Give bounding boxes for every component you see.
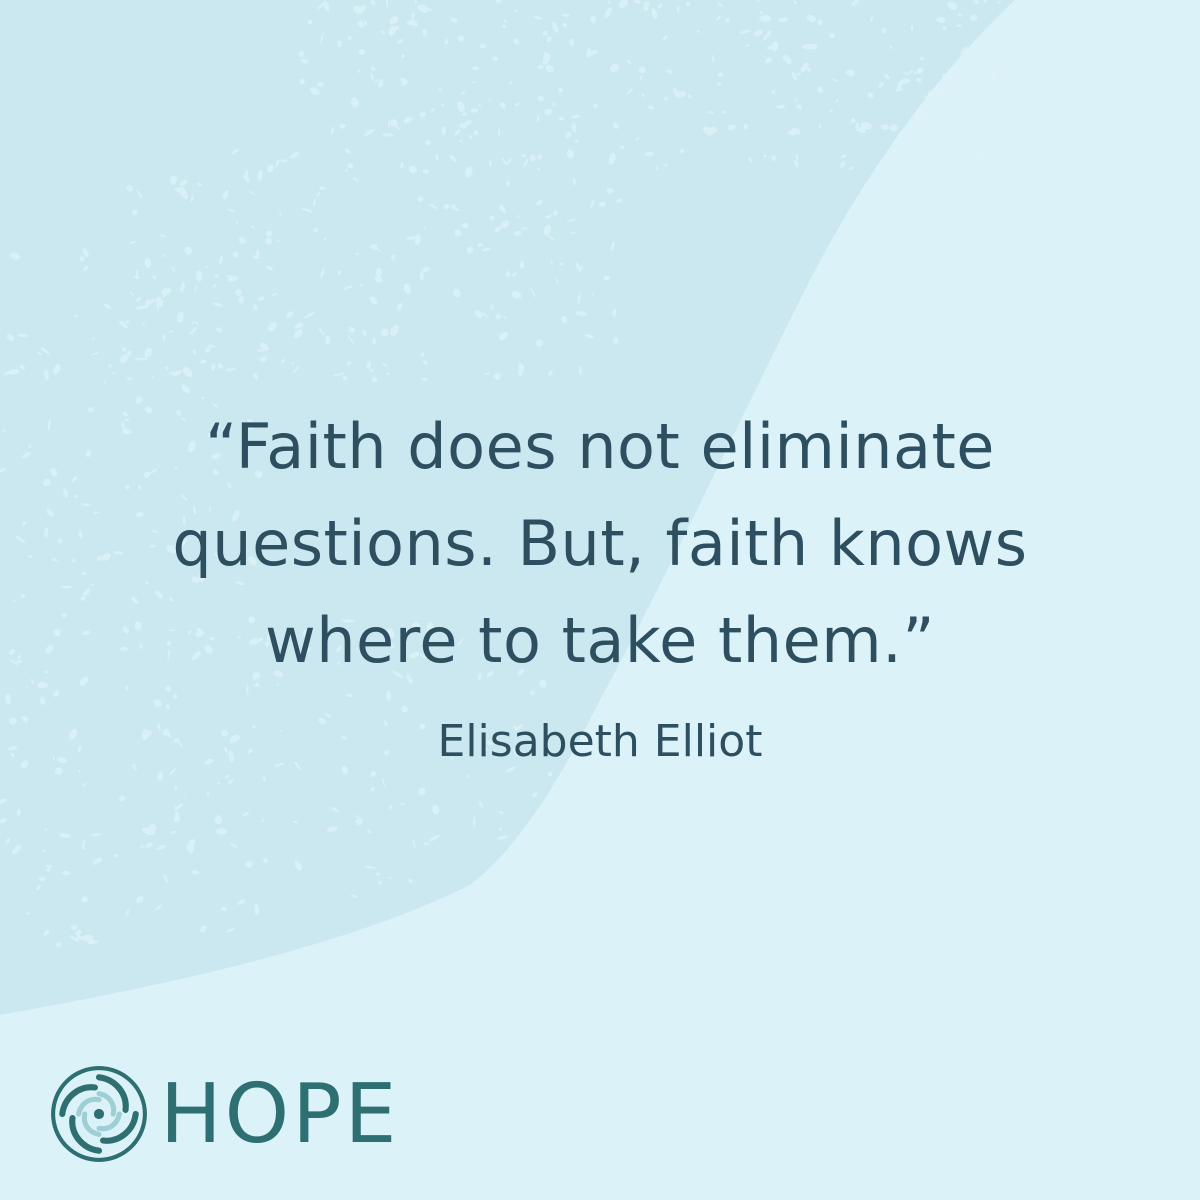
texture-speck [759,15,771,22]
texture-speck [37,682,48,688]
texture-speck [498,129,500,138]
quote-text [100,398,1100,689]
quote-line: “Faith does not eliminate [205,410,995,483]
quote-author: Elisabeth Elliot [437,716,763,767]
quote-line: questions. But, faith knows [172,507,1028,580]
texture-speck [61,586,72,589]
quote-line: where to take them.” [265,604,935,677]
swirl-logo-icon [48,1063,150,1165]
texture-speck [421,378,428,381]
texture-speck [420,272,424,281]
texture-speck [356,253,359,255]
texture-speck [707,111,714,113]
texture-speck [530,154,536,161]
texture-speck [345,169,348,173]
brand-logo [48,1062,400,1166]
brand-wordmark: HOPE [160,1067,400,1162]
